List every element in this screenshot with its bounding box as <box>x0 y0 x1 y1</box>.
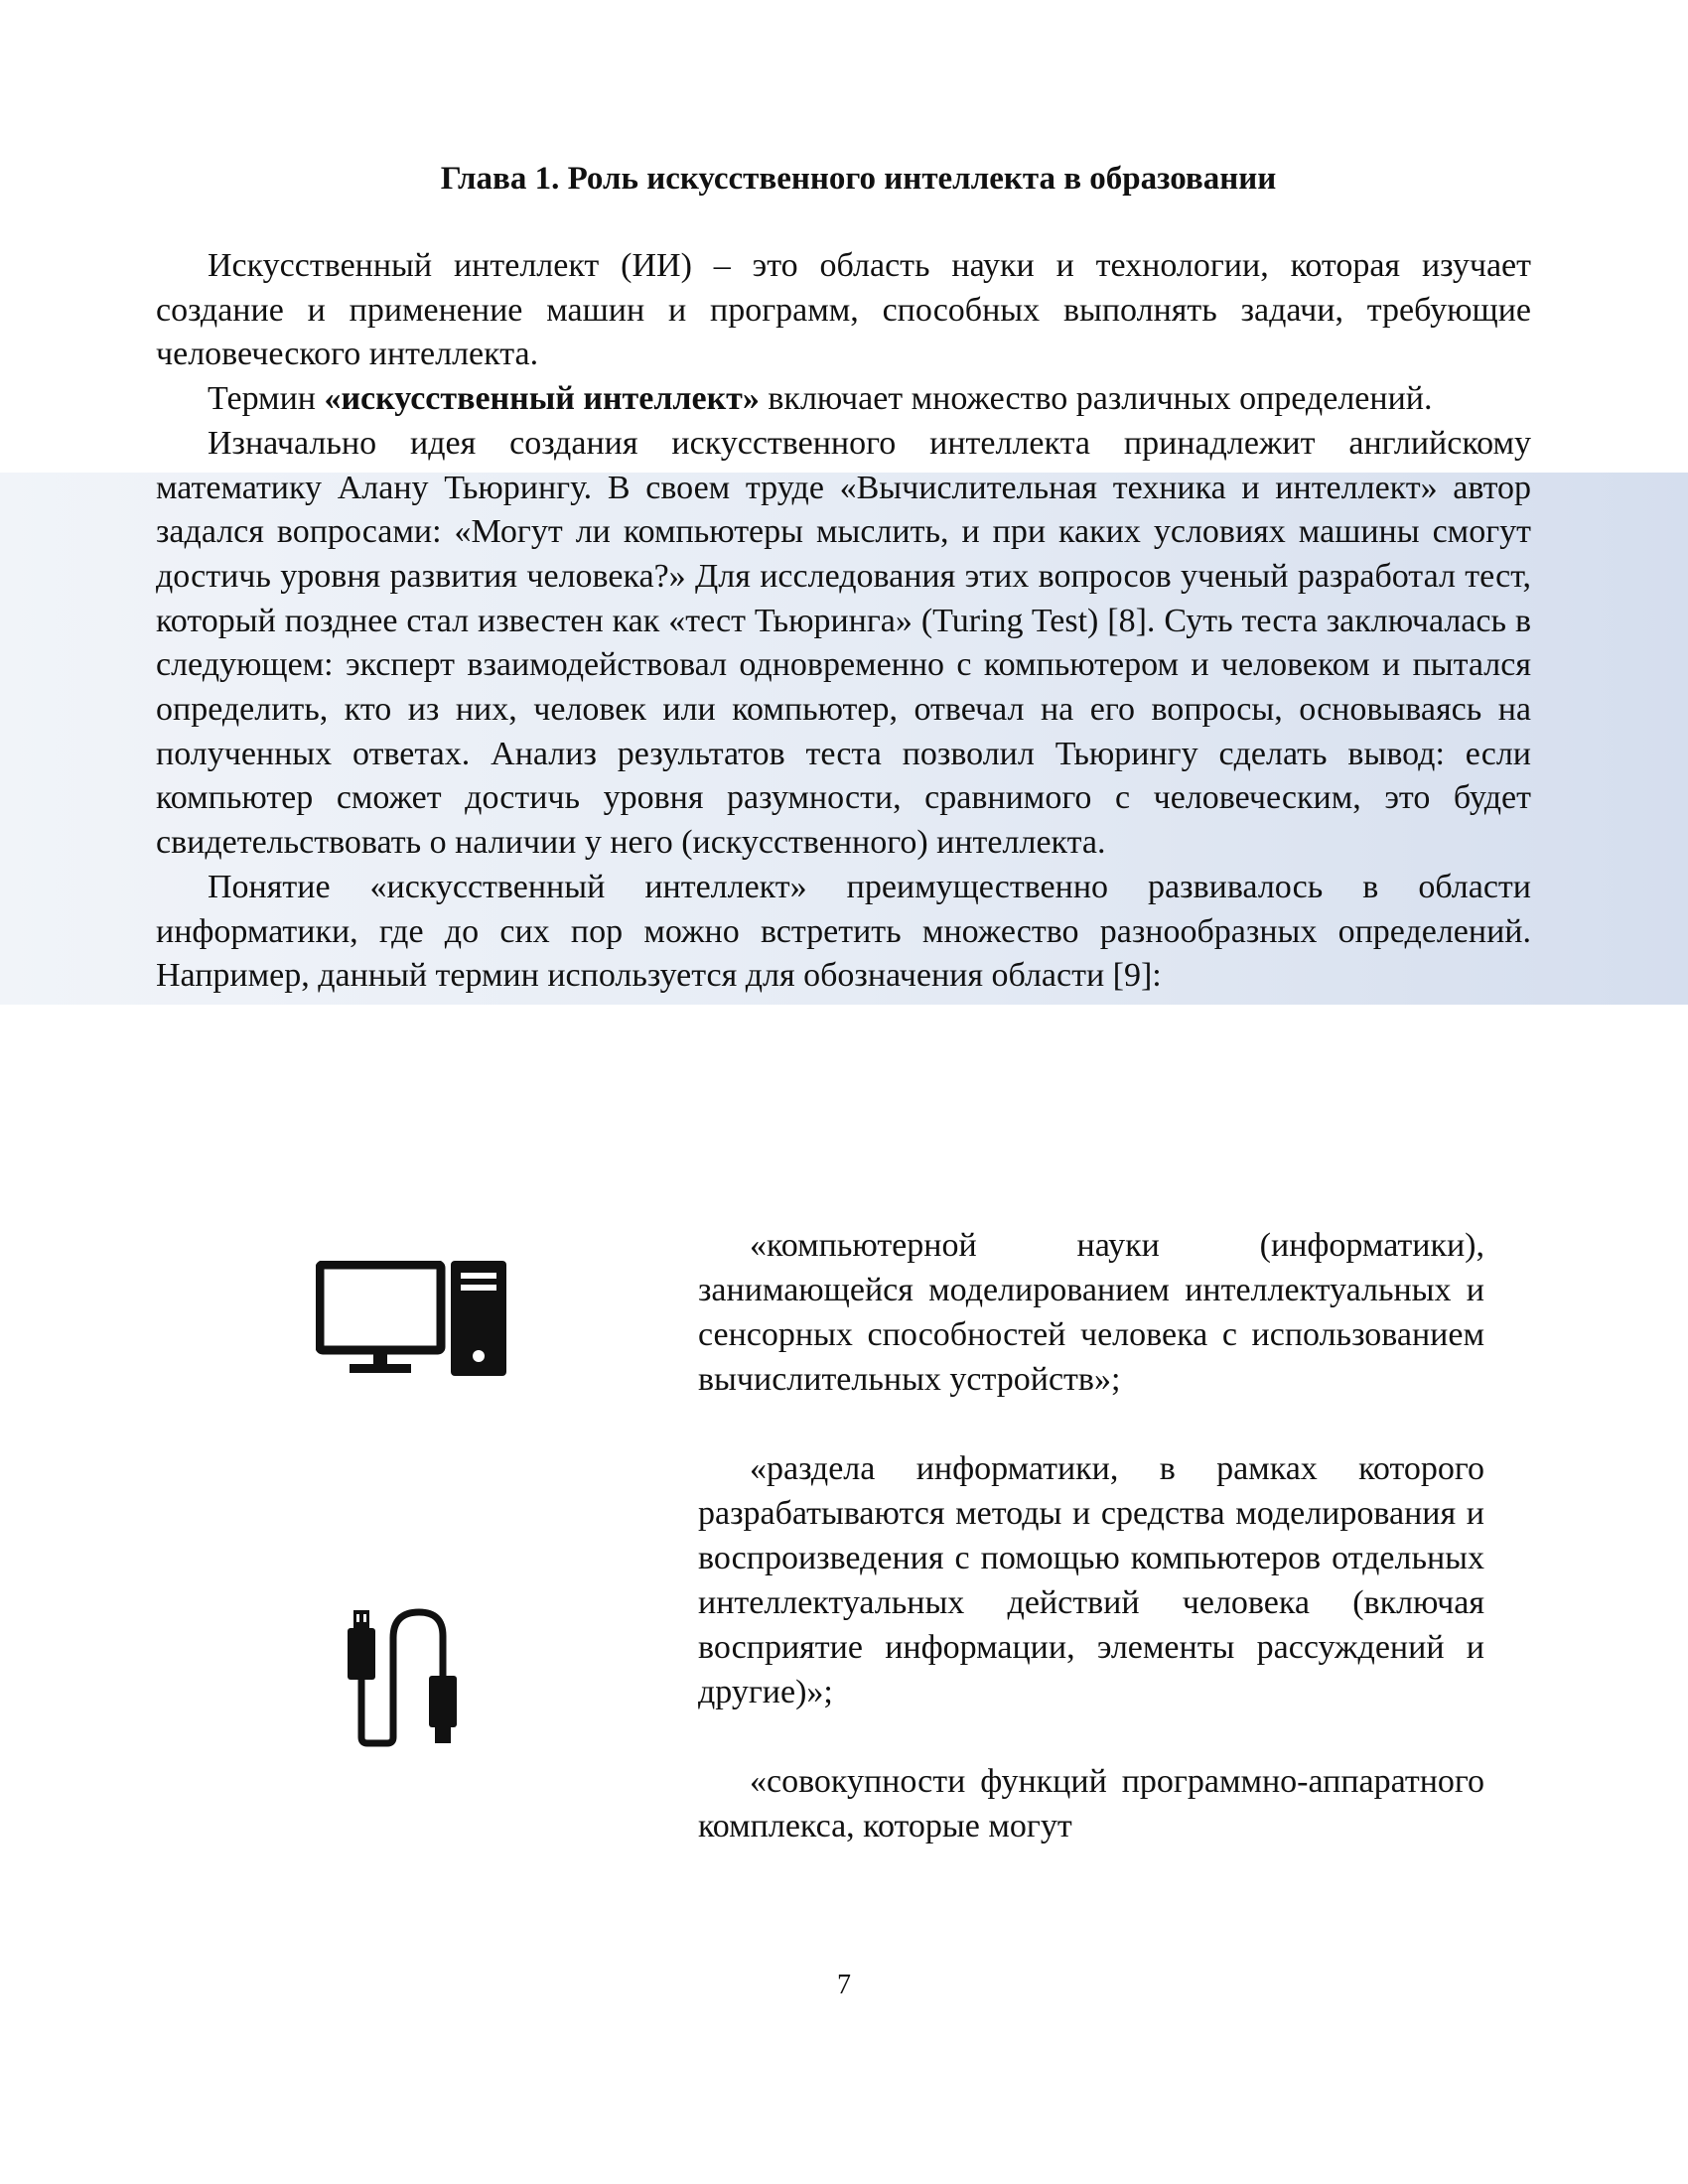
definition-list <box>698 1223 1484 1893</box>
page-number: 7 <box>837 1970 851 2000</box>
definition-item-1: «компьютерной науки (информатики), занимающейся моделированием интеллектуальных и сенсорных способностей человека с использованием вычислительных устройств»; <box>698 1227 1484 1398</box>
paragraph-definition: Искусственный интеллект (ИИ) – это область науки и технологии, которая изучает создание и применение машин и программ, способных выполнять задачи, требующие человеческого интеллекта. <box>156 247 1531 373</box>
usb-cable-icon <box>338 1606 487 1747</box>
chapter-title: Глава 1. Роль искусственного интеллекта в образовании <box>440 161 1277 197</box>
desktop-computer-icon <box>316 1261 510 1378</box>
term-text-after: включает множество различных определений. <box>759 380 1433 418</box>
term-bold: «искусственный интеллект» <box>324 380 760 418</box>
body-text <box>156 244 1531 999</box>
definition-item-3: «совокупности функций программно-аппаратного комплекса, которые могут <box>698 1763 1484 1844</box>
definition-item-2: «раздела информатики, в рамках которого разрабатываются методы и средства моделирования и воспроизведения с помощью компьютеров отдельных интеллектуальных действий человека (включая восприятие информации, элементы рассуждений и другие)»; <box>698 1450 1484 1710</box>
paragraph-term <box>156 377 1531 422</box>
paragraph-informatics: Понятие «искусственный интеллект» преимущественно развивалось в области информатики, где до сих пор можно встретить множество разнообразных определений. Например, данный термин используется для обозначения области [9]: <box>156 868 1531 995</box>
paragraph-turing: Изначально идея создания искусственного интеллекта принадлежит английскому математику Алану Тьюрингу. В своем труде «Вычислительная техника и интеллект» автор задался вопросами: «Могут ли компьютеры мыслить, и при каких условиях машины смогут достичь уровня развития человека?» Для исследования этих вопросов ученый разработал тест, который позднее стал известен как «тест Тьюринга» (Turing Test) [8]. Суть теста заключалась в следующем: эксперт взаимодействовал одновременно с компьютером и человеком и пытался определить, кто из них, человек или компьютер, отвечал на его вопросы, основываясь на полученных ответах. Анализ результатов теста позволил Тьюрингу сделать вывод: если компьютер сможет достичь уровня разумности, сравнимого с человеческим, это будет свидетельствовать о наличии у него (искусственного) интеллекта. <box>156 424 1531 862</box>
term-text-before: Термин <box>208 380 325 418</box>
